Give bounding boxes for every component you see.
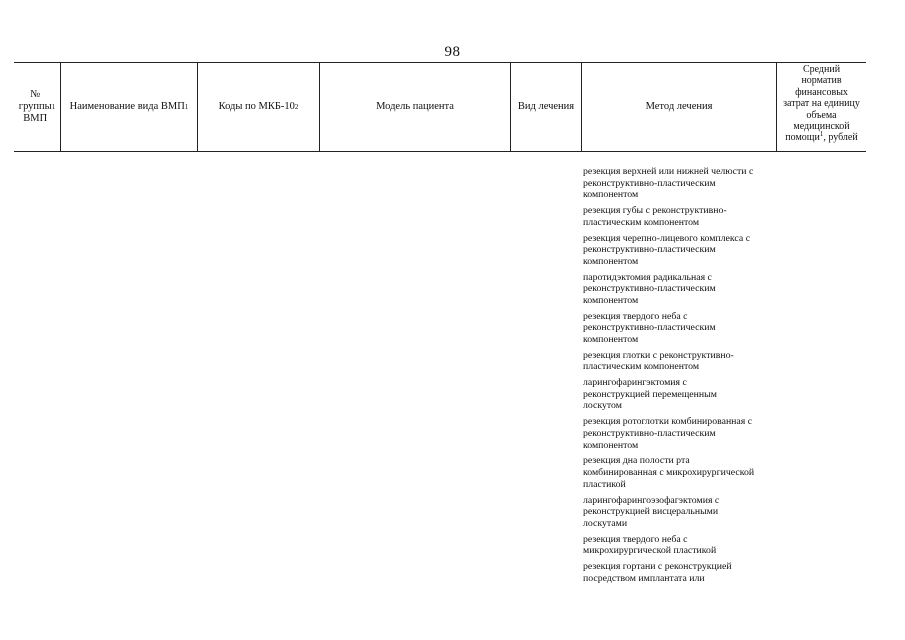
list-item: резекция верхней или нижней челюсти с реконструктивно-пластическим компонентом [583, 166, 754, 201]
col-group-number-label: № группы ВМП [18, 89, 52, 124]
list-item: резекция дна полости рта комбинированная с микрохирургической пластикой [583, 455, 755, 490]
col-avg-cost [777, 63, 866, 151]
col-treatment-type [511, 63, 581, 151]
col-group-number: № группы ВМП 1 [18, 89, 56, 124]
col-treatment-method-label: Метод лечения [645, 101, 713, 112]
list-item: резекция черепно-лицевого комплекса с реконструктивно-пластическим компонентом [583, 232, 751, 267]
col-icd-codes-label: Коды по МКБ-10 [218, 101, 295, 112]
col-patient-model-label: Модель пациента [376, 101, 454, 112]
list-item: резекция гортани с реконструкцией посредством имплантата или [583, 561, 732, 584]
col-avg-cost-label: Средний норматив финансовых затрат на единицу объема медицинской помощи [783, 64, 860, 144]
treatment-methods-list [583, 166, 783, 589]
col-avg-cost-unit: , рублей [823, 132, 858, 144]
list-item: паротидэктомия радикальная с реконструктивно-пластическим компонентом [583, 271, 716, 306]
col-vmp-name: Наименование вида ВМП 1 [69, 101, 189, 112]
list-item: резекция твердого неба с реконструктивно-пластическим компонентом [583, 310, 716, 345]
col-treatment-type-label: Вид лечения [517, 101, 575, 112]
page-number: 98 [444, 44, 461, 60]
list-item: ларингофарингоэзофагэктомия с реконструкцией висцеральными лоскутами [583, 494, 720, 529]
col-avg-cost-sup: 1 [819, 130, 824, 139]
list-item: ларингофарингэктомия с реконструкцией перемещенным лоскутом [583, 377, 717, 412]
col-icd-codes: Коды по МКБ-10 2 [218, 101, 299, 112]
list-item: резекция твердого неба с микрохирургической пластикой [583, 533, 717, 557]
table-header [14, 62, 866, 152]
col-treatment-method [582, 63, 776, 151]
list-item: резекция глотки с реконструктивно- пластическим компонентом [583, 349, 734, 373]
col-vmp-name-label: Наименование вида ВМП [69, 101, 185, 112]
list-item: резекция губы с реконструктивно- пластическим компонентом [583, 205, 727, 228]
col-patient-model [320, 63, 510, 151]
list-item: резекция ротоглотки комбинированная с реконструктивно-пластическим компонентом [583, 416, 753, 451]
